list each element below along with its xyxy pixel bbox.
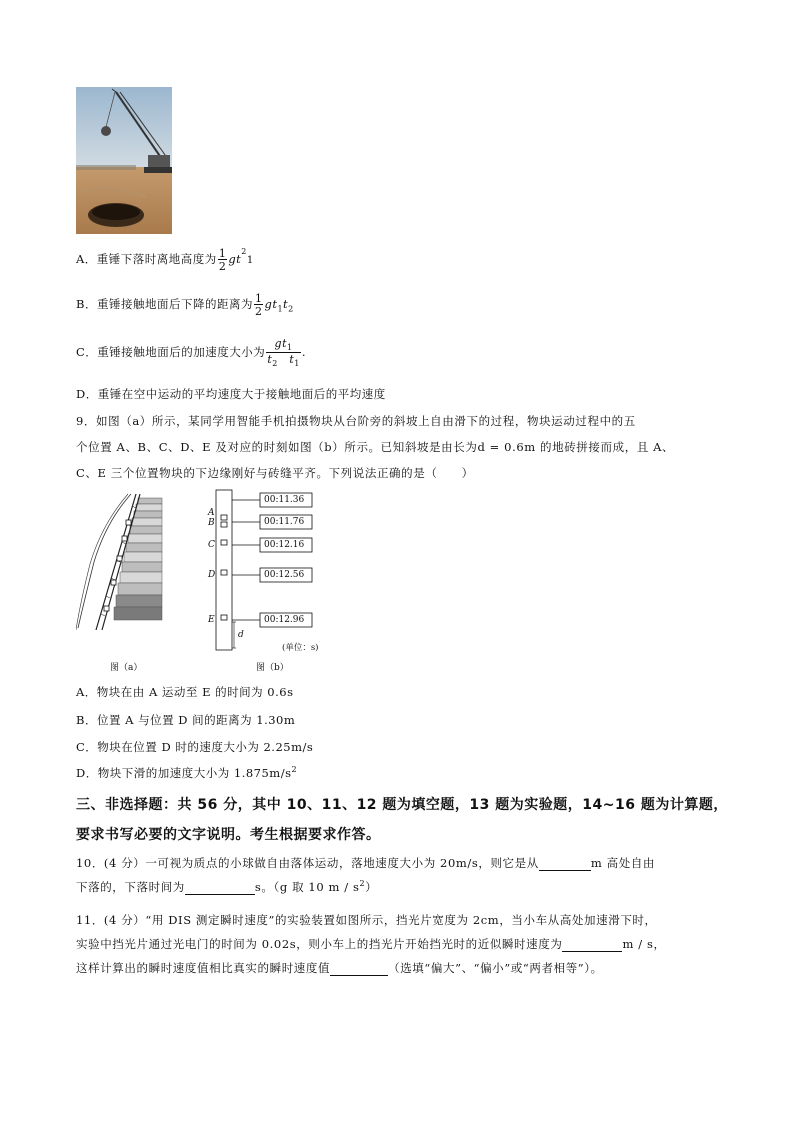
- figure-a-staircase: [76, 492, 168, 634]
- q10-answer-blank-time[interactable]: [185, 880, 255, 895]
- fig-b-time-d: 00:12.56: [264, 570, 305, 580]
- fig-b-time-e: 00:12.96: [264, 615, 305, 625]
- q9-option-d: D．物块下滑的加速度大小为 $1.875m/s^2$: [76, 765, 298, 780]
- figure-b-caption: 图（b）: [256, 663, 289, 673]
- q9-stem-line1: 9．如图（a）所示，某同学用智能手机拍摄物块从台阶旁的斜坡上自由滑下的过程，物块运动过程中的五: [76, 414, 636, 428]
- fig-b-time-b: 00:11.76: [264, 517, 305, 527]
- fig-b-label-b: B: [208, 518, 215, 528]
- q11-answer-blank-comparison[interactable]: [330, 961, 388, 976]
- q11-line2: 实验中挡光片通过光电门的时间为 0.02s，则小车上的挡光片开始挡光时的近似瞬时速度为 m / s，: [76, 937, 666, 951]
- fig-b-label-d: D: [208, 570, 216, 580]
- q9-option-a: A．物块在由 A 运动至 E 的时间为 0.6s: [76, 685, 294, 699]
- fig-b-label-c: C: [208, 540, 215, 550]
- q8-option-b: B．重锤接触地面后下降的距离为 $\frac{1}{2}$ $gt_1t_2$: [76, 292, 294, 318]
- q8-option-a: A．重锤下落时离地高度为 $\frac{1}{2}$ $gt^21$: [76, 247, 254, 273]
- section-3-heading-line2: 要求书写必要的文字说明。考生根据要求作答。: [76, 827, 381, 843]
- q9-stem-line2: 个位置 A、B、C、D、E 及对应的时刻如图（b）所示。已知斜坡是由长为d = 0.6m 的地砖拼接而成，且 A、: [76, 440, 675, 454]
- fraction-one-half: $\frac{1}{2}$: [254, 292, 263, 318]
- fig-b-unit-note: (单位：s): [282, 643, 319, 653]
- q10-answer-blank-height[interactable]: [539, 856, 591, 871]
- q8-option-d: D．重锤在空中运动的平均速度大于接触地面后的平均速度: [76, 387, 386, 401]
- q10-line1: 10．(4 分）一可视为质点的小球做自由落体运动，落地速度大小为 20m/s，则它是从 m 高处自由: [76, 856, 656, 870]
- fraction-one-half: $\frac{1}{2}$: [218, 247, 227, 273]
- q9-option-c: C．物块在位置 D 时的速度大小为 2.25m/s: [76, 740, 314, 754]
- figure-a-caption: 图（a）: [110, 663, 143, 673]
- q8-option-c: C．重锤接触地面后的加速度大小为 $\frac{gt_1}{t_2 t_1}$ .: [76, 337, 306, 369]
- section-3-heading-line1: 三、非选择题：共 56 分，其中 10、11、12 题为填空题，13 题为实验题，14~16 题为计算题，: [76, 797, 728, 813]
- q11-answer-blank-velocity[interactable]: [562, 937, 622, 952]
- fig-b-d-label: d: [238, 630, 244, 640]
- q9-stem-line3: C、E 三个位置物块的下边缘刚好与砖缝平齐。下列说法正确的是（ ）: [76, 466, 474, 480]
- q11-line1: 11．(4 分）“用 DIS 测定瞬时速度”的实验装置如图所示，挡光片宽度为 2cm，当小车从高处加速滑下时，: [76, 913, 657, 927]
- q9-option-b: B．位置 A 与位置 D 间的距离为 1.30m: [76, 713, 296, 727]
- q10-line2: 下落的，下落时间为 s。（g 取 10 m / $s^2$）: [76, 879, 378, 894]
- fraction-gt1-over-t2-minus-t1: $\frac{gt_1}{t_2 t_1}$: [267, 337, 300, 369]
- fig-b-label-e: E: [208, 615, 215, 625]
- fig-b-time-c: 00:12.16: [264, 540, 305, 550]
- q11-line3: 这样计算出的瞬时速度值相比真实的瞬时速度值 （选填“偏大”、“偏小”或“两者相等”）。: [76, 961, 603, 975]
- fig-b-time-a: 00:11.36: [264, 495, 305, 505]
- crane-photo: [76, 87, 172, 234]
- fig-b-label-a: A: [208, 508, 215, 518]
